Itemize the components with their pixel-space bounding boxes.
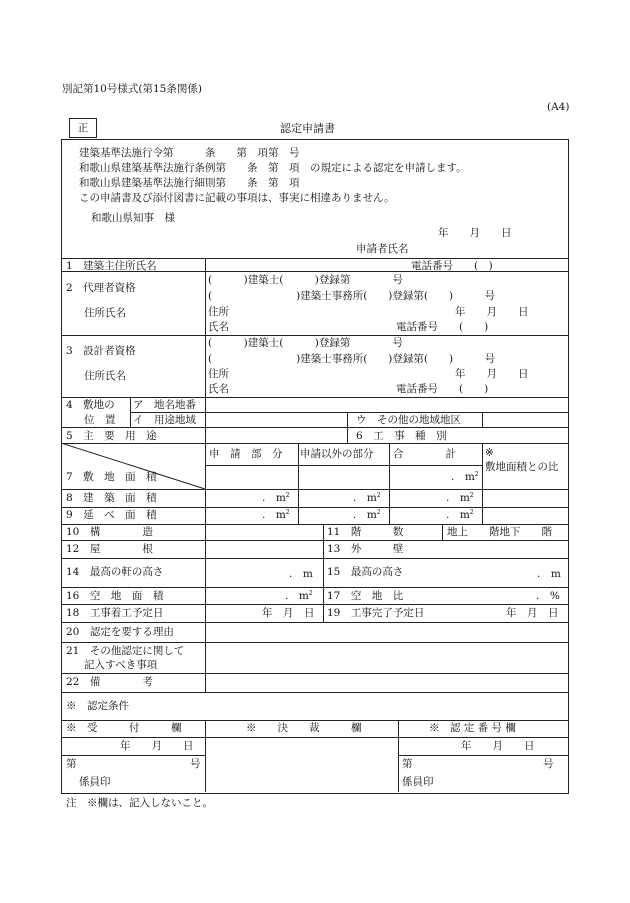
col-applied: 申 請 部 分 — [209, 448, 283, 460]
row8-other-unit: . $m^2$ — [353, 492, 381, 504]
intro-line-3: 和歌山県建築基準法施行細則第 条 第 項 — [79, 177, 300, 189]
copy-mark: 正 — [69, 118, 97, 138]
grid-line — [298, 443, 299, 524]
grid-line — [61, 673, 568, 674]
grid-line — [323, 524, 324, 623]
grid-line — [61, 507, 568, 508]
grid-line — [205, 524, 206, 692]
row4-lot-number: ア 地名地番 — [133, 399, 196, 411]
row19-value: 年 月 日 — [506, 607, 559, 619]
row8-applied-unit: . $m^2$ — [262, 492, 290, 504]
cert-number-prefix: 第 — [402, 758, 413, 770]
row15-label: 15 最高の高さ — [327, 566, 404, 578]
applicant-name-label: 申請者氏名 — [356, 243, 409, 255]
row14-label: 14 最高の軒の高さ — [66, 566, 164, 578]
grid-line — [205, 465, 482, 466]
application-date: 年 月 日 — [438, 227, 512, 239]
grid-line — [61, 642, 568, 643]
receipt-number-suffix: 号 — [190, 758, 201, 770]
grid-line — [130, 397, 131, 428]
grid-line — [389, 443, 390, 524]
decision-header: ※ 決 裁 欄 — [246, 722, 362, 734]
grid-line — [482, 412, 483, 428]
row3-address: 住所 — [208, 368, 229, 380]
row3-date: 年 月 日 — [455, 368, 529, 380]
paper-size: (A4) — [547, 101, 570, 113]
grid-line — [61, 737, 568, 738]
row2-line2: ( )建築士事務所( )登録第( ) 号 — [208, 290, 496, 302]
row10-label: 10 構 造 — [66, 526, 153, 538]
document-title: 認定申請書 — [280, 122, 335, 135]
row1-label: 1 建築主住所氏名 — [66, 260, 157, 272]
grid-line — [205, 258, 206, 444]
grid-line — [61, 397, 568, 398]
row9-other-unit: . $m^2$ — [353, 509, 381, 521]
grid-line — [61, 524, 568, 525]
row3-line2: ( )建築士事務所( )登録第( ) 号 — [208, 353, 496, 365]
grid-line — [398, 755, 568, 756]
row13-label: 13 外 壁 — [327, 543, 404, 555]
row11-label: 11 階 数 — [327, 526, 404, 538]
row21-label: 21 その他認定に関して — [66, 645, 185, 657]
row1-phone: 電話番号 ( ) — [411, 260, 493, 272]
row18-value: 年 月 日 — [262, 607, 315, 619]
row17-label: 17 空 地 比 — [327, 590, 404, 602]
receipt-date: 年 月 日 — [120, 740, 194, 752]
row15-unit: . m — [537, 568, 561, 580]
form-reference: 別記第10号様式(第15条関係) — [62, 83, 202, 95]
intro-line-4: この申請書及び添付図書に記載の事項は、事実に相違ありません。 — [79, 192, 395, 204]
row11-value: 地上 階地下 階 — [447, 526, 552, 538]
row4-label: 4 敷地の — [66, 399, 115, 411]
row2-phone: 電話番号 ( ) — [396, 321, 489, 333]
row4-use-district: イ 用途地域 — [133, 414, 196, 426]
row9-applied-unit: . $m^2$ — [262, 509, 290, 521]
row2-line1: ( )建築士( )登録第 号 — [208, 274, 403, 286]
row14-unit: . m — [289, 568, 313, 580]
cert-number-suffix: 号 — [543, 758, 554, 770]
grid-line — [61, 692, 568, 693]
col-total: 合 計 — [393, 448, 456, 460]
row7-label: 7 敷 地 面 積 — [66, 471, 157, 483]
row4-other-district: ウ その他の地域地区 — [356, 414, 461, 426]
grid-line — [61, 755, 206, 756]
row2-sublabel: 住所氏名 — [84, 307, 126, 319]
receipt-number-prefix: 第 — [66, 758, 77, 770]
row17-unit: . % — [536, 590, 560, 602]
row16-unit: . $m^2$ — [285, 590, 313, 602]
grid-line — [61, 335, 568, 336]
row2-label: 2 代理者資格 — [66, 282, 136, 294]
cert-officer-seal: 係員印 — [402, 776, 434, 788]
grid-line — [61, 720, 568, 721]
grid-line — [130, 412, 568, 413]
row7-total-unit: . $m^2$ — [451, 471, 479, 483]
row2-address: 住所 — [208, 306, 229, 318]
cert-date: 年 月 日 — [461, 740, 535, 752]
grid-line — [398, 720, 399, 792]
intro-line-1: 建築基準法施行令第 条 第 項第 号 — [79, 147, 300, 159]
grid-line — [442, 524, 443, 540]
footnote: 注 ※欄は、記入しないこと。 — [66, 797, 213, 809]
receipt-header: ※ 受 付 欄 — [66, 722, 182, 734]
row22-label: 22 備 考 — [66, 676, 153, 688]
row2-name: 氏名 — [208, 321, 229, 333]
grid-line — [61, 427, 568, 428]
row3-label: 3 設計者資格 — [66, 345, 136, 357]
row2-date: 年 月 日 — [455, 306, 529, 318]
row19-label: 19 工事完了予定日 — [327, 607, 425, 619]
conditions-label: ※ 認定条件 — [66, 700, 129, 712]
grid-line — [61, 258, 568, 259]
cert-number-header: ※ 認 定 番 号 欄 — [429, 722, 516, 734]
row3-phone: 電話番号 ( ) — [396, 383, 489, 395]
row8-total-unit: . $m^2$ — [446, 492, 474, 504]
row6-label: 6 工 事 種 別 — [356, 430, 447, 442]
row12-label: 12 屋 根 — [66, 543, 153, 555]
grid-line — [482, 443, 483, 524]
addressee: 和歌山県知事 様 — [91, 212, 175, 224]
row3-name: 氏名 — [208, 383, 229, 395]
row21-sublabel: 記入すべき事項 — [84, 659, 158, 671]
row20-label: 20 認定を要する理由 — [66, 626, 174, 638]
grid-line — [61, 540, 568, 541]
row9-total-unit: . $m^2$ — [446, 509, 474, 521]
receipt-officer-seal: 係員印 — [79, 776, 111, 788]
row9-label: 9 延 べ 面 積 — [66, 509, 157, 521]
row3-line1: ( )建築士( )登録第 号 — [208, 337, 403, 349]
intro-line-2: 和歌山県建築基準法施行条例第 条 第 項 の規定による認定を申請します。 — [79, 162, 467, 174]
grid-line — [347, 412, 348, 443]
col-other: 申請以外の部分 — [300, 448, 374, 460]
row8-label: 8 建 築 面 積 — [66, 492, 157, 504]
grid-line — [61, 622, 568, 623]
row5-label: 5 主 要 用 途 — [66, 430, 157, 442]
col-ratio: ※ 敷地面積との比 — [485, 447, 559, 473]
grid-line — [205, 720, 206, 792]
row3-sublabel: 住所氏名 — [84, 370, 126, 382]
grid-line — [61, 558, 568, 559]
grid-line — [61, 587, 568, 588]
row4-sublabel: 位 置 — [84, 414, 116, 426]
grid-line — [61, 604, 568, 605]
row16-label: 16 空 地 面 積 — [66, 590, 164, 602]
row18-label: 18 工事着工予定日 — [66, 607, 164, 619]
